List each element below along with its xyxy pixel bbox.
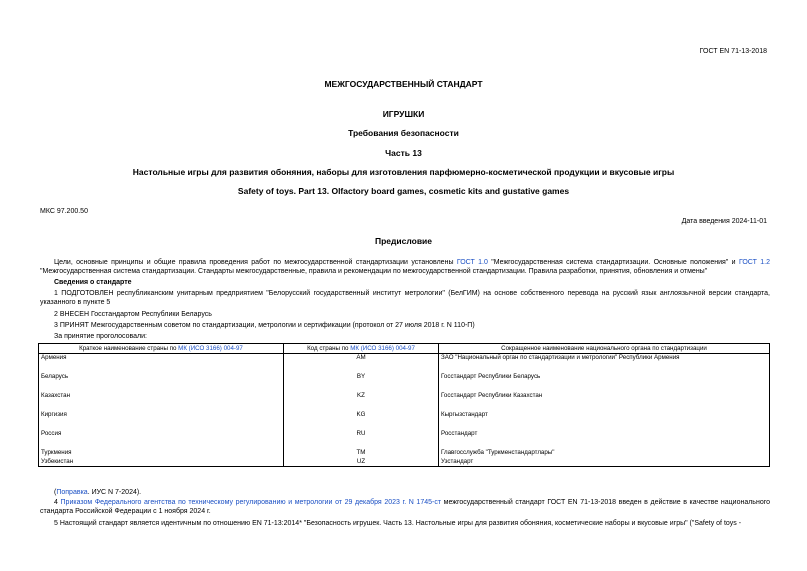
code-cell: KZ (284, 392, 439, 411)
table-row (39, 392, 770, 411)
code-cell: BY (284, 373, 439, 392)
table-header-row (39, 344, 770, 354)
amendment-link[interactable]: Поправка (56, 489, 88, 496)
table-row (39, 411, 770, 430)
gost-1-2-link[interactable]: ГОСТ 1.2 (738, 259, 770, 266)
country-cell: Беларусь (39, 373, 284, 392)
col-body-header: Сокращенное наименование национального органа по стандартизации (439, 344, 770, 354)
intro-paragraph (40, 258, 770, 277)
body-cell: Росстандарт (439, 430, 770, 449)
amendment-text: . ИУС N 7-2024). (87, 489, 142, 496)
gost-1-0-link[interactable]: ГОСТ 1.0 (456, 259, 488, 266)
table-row (39, 354, 770, 373)
standard-type: МЕЖГОСУДАРСТВЕННЫЙ СТАНДАРТ (324, 79, 483, 89)
country-cell: Казахстан (39, 392, 284, 411)
item-2: 2 ВНЕСЕН Госстандартом Республики Беларусь (54, 311, 212, 318)
title-english: Safety of toys. Part 13. Olfactory board games, cosmetic kits and gustative games (237, 186, 570, 196)
title-main: ИГРУШКИ (382, 109, 425, 119)
mk-iso-link[interactable]: МК (ИСО 3166) 004-97 (350, 345, 415, 352)
order-link[interactable]: Приказом Федерального агентства по техническому регулированию и метрологии от 29 декабря 2023 г. N 1745-ст (60, 499, 442, 506)
item-3: 3 ПРИНЯТ Межгосударственным советом по стандартизации, метрологии и сертификации (протокол от 27 июля 2018 г. N 110-П) (54, 322, 475, 329)
intro-text-1: Цели, основные принципы и общие правила проведения работ по межгосударственной стандартизации установлены (54, 259, 457, 266)
voting-table (38, 343, 770, 467)
mk-iso-link[interactable]: МК (ИСО 3166) 004-97 (178, 345, 243, 352)
table-row (39, 430, 770, 449)
country-cell: Узбекистан (39, 458, 284, 467)
effective-date: Дата введения 2024-11-01 (681, 218, 767, 225)
table-row (39, 458, 770, 467)
mks-code: МКС 97.200.50 (40, 208, 88, 215)
title-sub: Требования безопасности (348, 128, 459, 138)
voted-label: За принятие проголосовали: (54, 333, 147, 340)
body-cell: ЗАО "Национальный орган по стандартизации и метрологии" Республики Армения (439, 354, 770, 373)
table-row (39, 449, 770, 458)
item-4-text: межгосударственный стандарт ГОСТ EN 71-13-2018 введен в действие в качестве национального стандарта Российской Федерации с 1 ноября 2024 г. (40, 499, 771, 516)
country-cell: Армения (39, 354, 284, 373)
part-number: Часть 13 (385, 148, 422, 158)
col-country-text: Краткое наименование страны по (79, 345, 179, 352)
body-cell: Госстандарт Республики Беларусь (439, 373, 770, 392)
body-cell: Узстандарт (439, 458, 770, 467)
foreword-heading: Предисловие (374, 236, 433, 246)
code-cell: KG (284, 411, 439, 430)
doc-code: ГОСТ EN 71-13-2018 (699, 48, 767, 55)
body-cell: Главгосслужба "Туркменстандартлары" (439, 449, 770, 458)
col-code-text: Код страны по (307, 345, 351, 352)
country-cell: Россия (39, 430, 284, 449)
body-cell: Госстандарт Республики Казахстан (439, 392, 770, 411)
col-code-header (284, 344, 439, 354)
country-cell: Киргизия (39, 411, 284, 430)
title-full: Настольные игры для развития обоняния, наборы для изготовления парфюмерно-косметической продукции и вкусовые игры (132, 167, 675, 177)
intro-text-2: "Межгосударственная система стандартизации. Основные положения" и (487, 259, 739, 266)
col-country-header (39, 344, 284, 354)
item-4-number: 4 (54, 499, 61, 506)
code-cell: RU (284, 430, 439, 449)
body-cell: Кыргызстандарт (439, 411, 770, 430)
intro-text-3: "Межгосударственная система стандартизации. Стандарты межгосударственные, правила и рекомендации по межгосударственной стандартизации. Правила разработки, принятия, обновления и отмены" (40, 268, 708, 276)
country-cell: Туркмения (39, 449, 284, 458)
item-4 (40, 498, 770, 517)
code-cell: UZ (284, 458, 439, 467)
code-cell: TM (284, 449, 439, 458)
table-row (39, 373, 770, 392)
item-5: 5 Настоящий стандарт является идентичным по отношению EN 71-13:2014* "Безопасность игрушек. Часть 13. Настольные игры для развития обоняния, косметические наборы и вкусовые игры" ("Safety of toys - (54, 520, 742, 527)
item-1: 1 ПОДГОТОВЛЕН республиканским унитарным предприятием "Белорусский государственный институт метрологии" (БелГИМ) на основе собственного перевода на русский язык англоязычной версии стандарта, указанного в пункте 5 (40, 290, 770, 307)
info-heading: Сведения о стандарте (54, 279, 132, 286)
code-cell: AM (284, 354, 439, 373)
amendment-note: (Поправка. ИУС N 7-2024). (54, 489, 142, 496)
